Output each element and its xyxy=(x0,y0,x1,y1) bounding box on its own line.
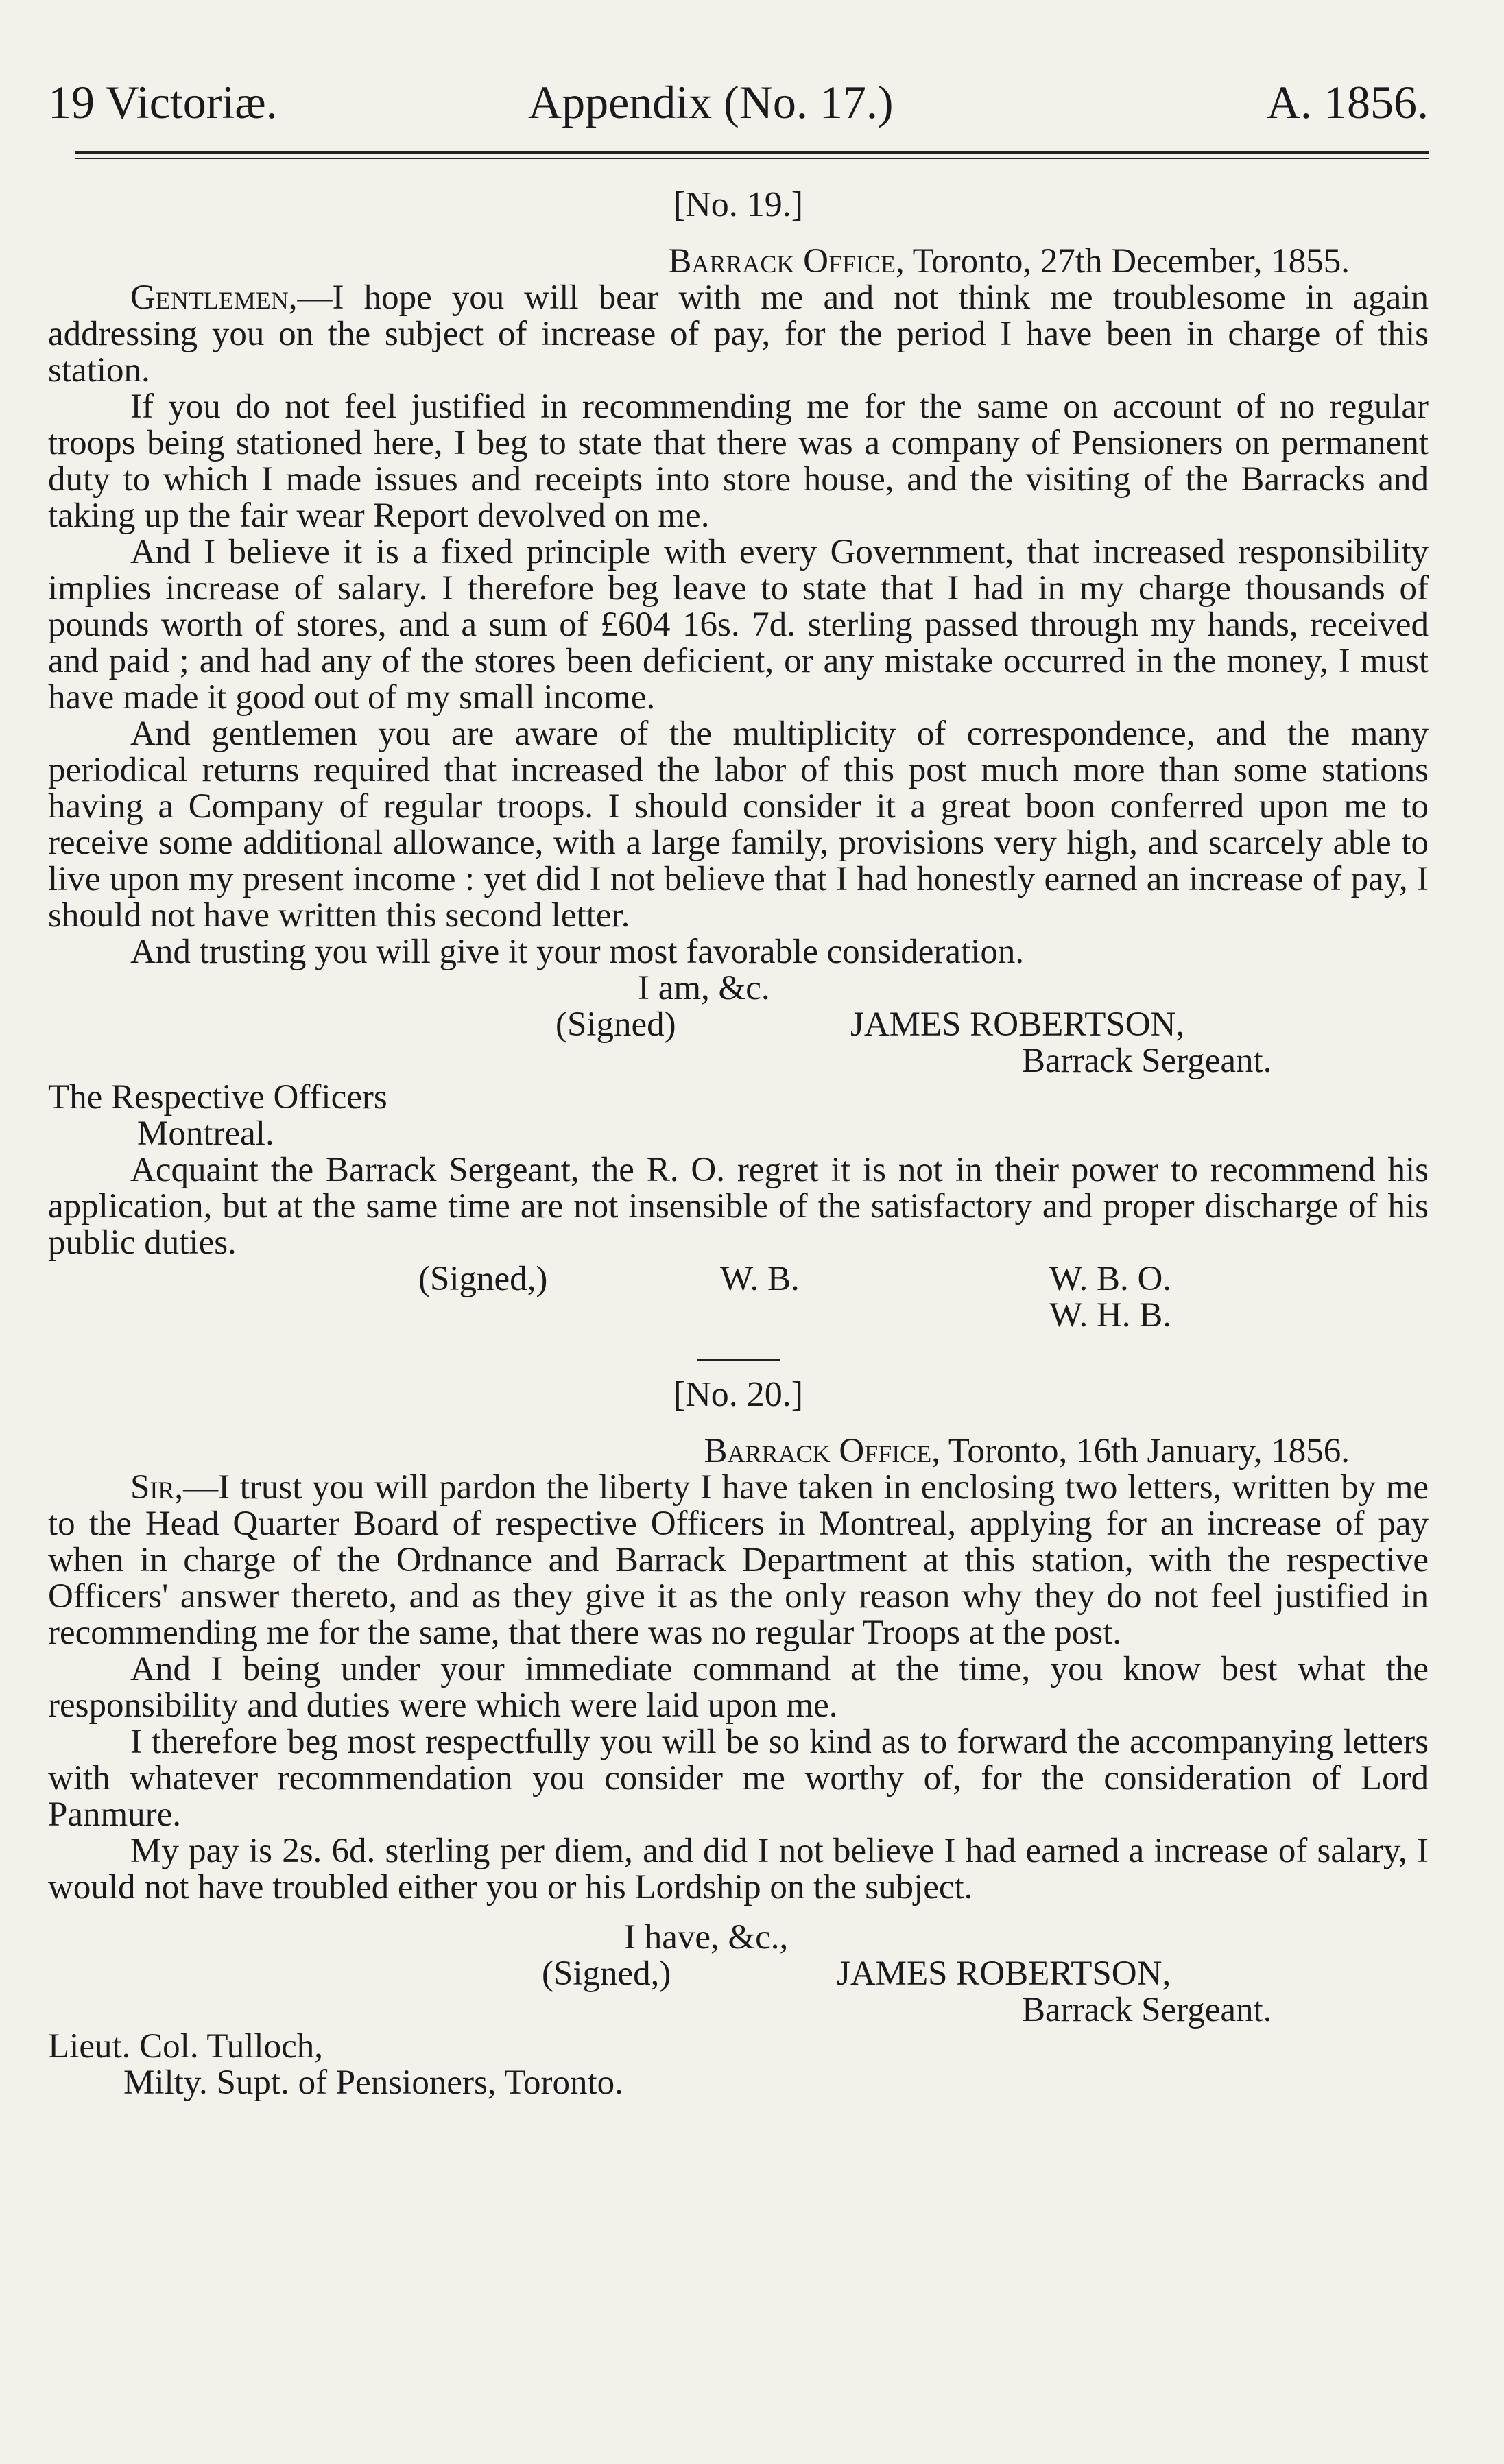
letter-19-reply-initials-3: W. H. B. xyxy=(1049,1296,1172,1335)
letter-19-reply-initials-2: W. B. O. xyxy=(1049,1260,1172,1298)
letter-19-paragraph-3: And I believe it is a fixed principle with every Government, that increased responsibility implies increase of salary. I therefore beg leave to state that I had in my charge thousands of pounds worth of stores, and a sum of £604 16s. 7d. sterling passed through my hands, received and paid ; and had any of the stores been deficient, or any mistake occurred in the money, I must have made it good out of my small income. xyxy=(48,533,1429,717)
letter-19-recipient-2: Montreal. xyxy=(137,1114,274,1153)
letter-19-number: [No. 19.] xyxy=(673,185,804,224)
letter-19-title-line xyxy=(48,1043,1429,1079)
letter-19 xyxy=(48,187,1429,1334)
letter-20-signature-line xyxy=(48,1956,1429,1992)
letter-20-date: Toronto, 16th January, 1856. xyxy=(940,1432,1350,1470)
letter-19-paragraph-4: And gentlemen you are aware of the multiplicity of correspondence, and the many periodical returns required that increased the labor of this post much more than some stations having a Company of regular troops. I should consider it a great boon conferred upon me to receive some additional allowance, with a large family, provisions very high, and scarcely able to live upon my present income : yet did I not believe that I had honestly earned an increase of pay, I should not have written this second letter. xyxy=(48,715,1429,935)
letter-20 xyxy=(48,1376,1429,2101)
letter-19-office: Barrack Office, xyxy=(668,242,905,280)
letter-19-recipient-1: The Respective Officers xyxy=(48,1078,387,1116)
letter-19-paragraph-2: If you do not feel justified in recommending me for the same on account of no regular troops being stationed here, I beg to state that there was a company of Pensioners on permanent duty to which I made issues and receipts into store house, and the visiting of the Barracks and taking up the fair wear Report devolved on me. xyxy=(48,387,1429,535)
letter-20-salutation: Sir, xyxy=(130,1468,184,1507)
letter-19-reply: Acquaint the Barrack Sergeant, the R. O. regret it is not in their power to recommend his application, but at the same time are not insensible of the satisfactory and proper discharge of his public duties. xyxy=(48,1151,1429,1262)
letter-20-paragraph-3: I therefore beg most respectfully you will be so kind as to forward the accompanying letters with whatever recommendation you consider me worthy of, for the consideration of Lord Panmure. xyxy=(48,1723,1429,1834)
letter-20-signer-title: Barrack Sergeant. xyxy=(1022,1991,1272,2029)
letter-20-title-line xyxy=(48,1992,1429,2029)
header-rule xyxy=(75,151,1429,159)
header-session: 19 Victoriæ. xyxy=(48,76,278,128)
letter-19-dateline xyxy=(48,243,1429,280)
letter-20-signer: JAMES ROBERTSON, xyxy=(837,1954,1171,1993)
letter-19-reply-initials-line xyxy=(48,1297,1429,1334)
letter-20-recipient-1: Lieut. Col. Tulloch, xyxy=(48,2027,323,2066)
letter-19-reply-initials: W. B. xyxy=(720,1260,800,1298)
letter-20-signed: (Signed,) xyxy=(542,1954,671,1993)
letter-19-reply-signed: (Signed,) xyxy=(418,1260,548,1298)
letter-20-paragraph-2: And I being under your immediate command at the time, you know best what the responsibility and duties were which were laid upon me. xyxy=(48,1650,1429,1725)
letter-19-signature-line xyxy=(48,1007,1429,1043)
letter-19-paragraph-5: And trusting you will give it your most favorable consideration. xyxy=(130,933,1025,971)
letter-19-reply-signature-line xyxy=(48,1261,1429,1297)
page-header xyxy=(48,75,1429,151)
letter-19-date: Toronto, 27th December, 1855. xyxy=(904,242,1350,280)
header-appendix: Appendix (No. 17.) xyxy=(528,76,894,128)
letter-19-signer: JAMES ROBERTSON, xyxy=(850,1005,1185,1044)
letter-20-dateline xyxy=(48,1433,1429,1470)
header-year: A. 1856. xyxy=(1266,76,1429,128)
letter-19-closing: I am, &c. xyxy=(638,969,770,1007)
letter-20-recipient-2: Milty. Supt. of Pensioners, Toronto. xyxy=(123,2064,623,2102)
letter-20-gap xyxy=(48,1906,1429,1919)
letter-20-closing-line xyxy=(48,1919,1429,1956)
letter-19-salutation: Gentlemen, xyxy=(130,278,298,317)
letter-19-closing-line xyxy=(48,970,1429,1007)
letter-20-paragraph-4: My pay is 2s. 6d. sterling per diem, and did I not believe I had earned a increase of salary, I would not have troubled either you or his Lordship on the subject. xyxy=(48,1832,1429,1906)
letter-20-closing: I have, &c., xyxy=(624,1918,789,1957)
letter-19-signer-title: Barrack Sergeant. xyxy=(1022,1042,1272,1080)
letter-19-paragraph-1: Gentlemen,—I hope you will bear with me and not think me troublesome in again addressing you on the subject of increase of pay, for the period I have been in charge of this station. xyxy=(48,278,1429,390)
section-divider xyxy=(697,1359,780,1361)
letter-20-office: Barrack Office, xyxy=(704,1432,940,1470)
letter-20-paragraph-1: Sir,—I trust you will pardon the liberty I have taken in enclosing two letters, written by me to the Head Quarter Board of respective Officers in Montreal, applying for an increase of pay when in charge of the Ordnance and Barrack Department at this station, with the respective Officers' answer thereto, and as they give it as the only reason why they do not feel justified in recommending me for the same, that there was no regular Troops at the post. xyxy=(48,1468,1429,1652)
letter-19-signed: (Signed) xyxy=(556,1005,676,1044)
letter-20-number: [No. 20.] xyxy=(673,1375,804,1414)
